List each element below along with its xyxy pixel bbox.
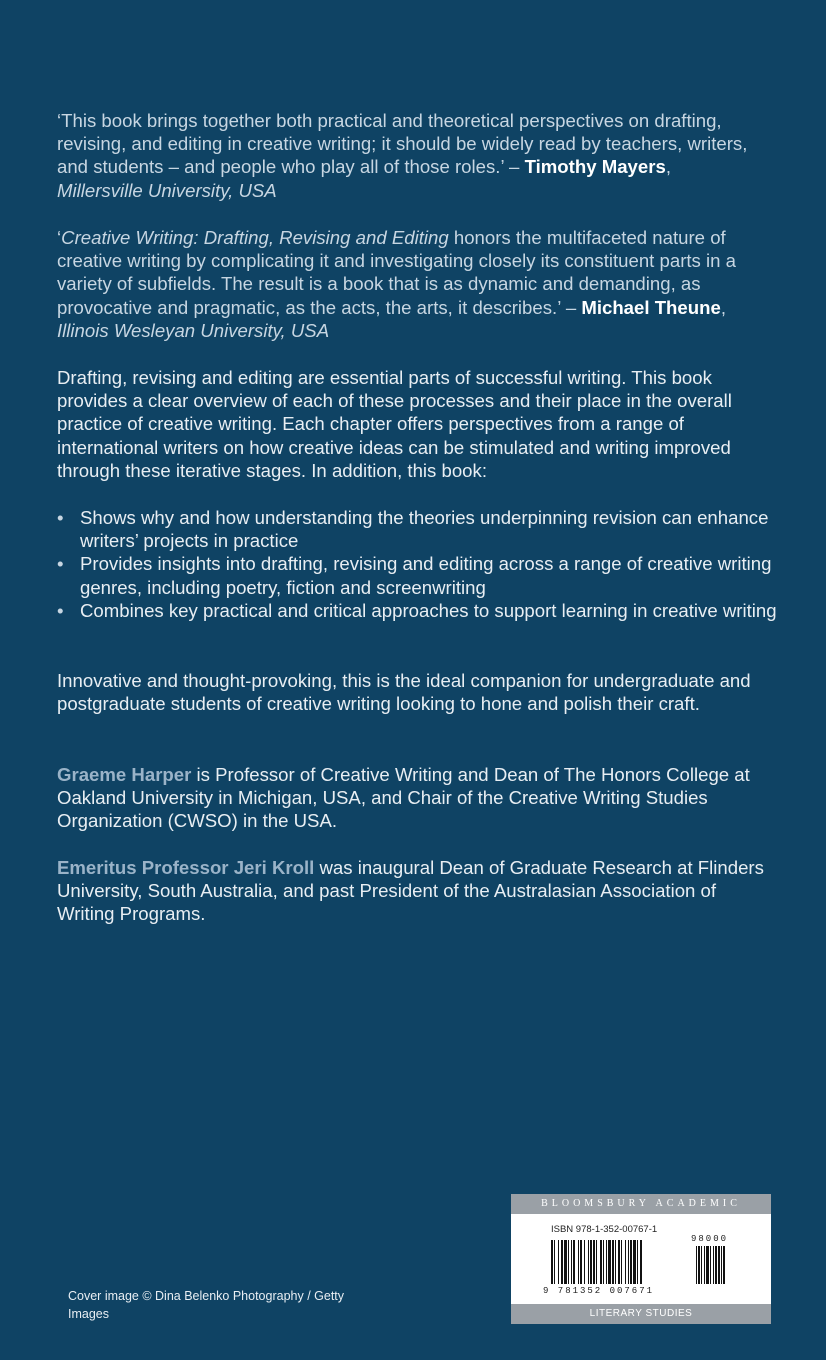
barcode-bar <box>630 1240 632 1284</box>
barcode-bar <box>580 1240 582 1284</box>
barcode-addon-bar <box>698 1246 700 1284</box>
barcode-addon-bar <box>710 1246 711 1284</box>
author-bio-2 <box>57 856 777 926</box>
barcode-bar <box>573 1240 575 1284</box>
barcode-addon-bar <box>721 1246 722 1284</box>
barcode-bar <box>588 1240 589 1284</box>
barcode-bar <box>621 1240 622 1284</box>
barcode-bar <box>633 1240 636 1284</box>
barcode-bar <box>551 1240 553 1284</box>
barcode-icon <box>551 1240 741 1284</box>
feature-item-text: Shows why and how understanding the theories underpinning revision can enhance writers’ projects in practice <box>80 507 769 552</box>
feature-item <box>57 599 777 622</box>
quote-2-text: honors the multifaceted nature of creative writing by complicating it and investigating closely its constituent parts in a variety of subfields. The result is a book that is as dynamic and demanding, as provocative and pragmatic, as the acts, the arts, it describes.’ – <box>57 227 736 318</box>
barcode-addon-bar <box>718 1246 720 1284</box>
feature-item <box>57 506 777 552</box>
barcode-bar <box>568 1240 569 1284</box>
author-bio-1 <box>57 763 777 833</box>
barcode-addon-bar <box>723 1246 725 1284</box>
barcode-bar <box>612 1240 614 1284</box>
barcode-addon-bar <box>715 1246 717 1284</box>
barcode-bar <box>558 1240 559 1284</box>
quote-1-affiliation: Millersville University, USA <box>57 179 277 201</box>
barcode-bar <box>554 1240 555 1284</box>
barcode-addon-bar <box>696 1246 697 1284</box>
author-1-bio: is Professor of Creative Writing and Dean of The Honors College at Oakland University in Michigan, USA, and Chair of the Creative Writing Studies Organization (CWSO) in the USA. <box>57 764 750 832</box>
barcode-addon-bar <box>701 1246 702 1284</box>
bullet-icon: • <box>57 599 64 621</box>
barcode-bar <box>561 1240 563 1284</box>
barcode-bar <box>608 1240 611 1284</box>
barcode-addon-bar <box>704 1246 705 1284</box>
barcode-bar <box>625 1240 626 1284</box>
barcode-bar <box>590 1240 592 1284</box>
quote-2-affiliation: Illinois Wesleyan University, USA <box>57 319 330 341</box>
feature-item-text: Combines key practical and critical approaches to support learning in creative writing <box>80 599 777 621</box>
feature-list <box>57 506 777 622</box>
barcode-bar <box>564 1240 567 1284</box>
author-1-name: Graeme Harper <box>57 764 192 785</box>
description-intro: Drafting, revising and editing are essential parts of successful writing. This book provides a clear overview of each of these processes and their place in the overall practice of creative writing. Each chapter offers perspectives from a range of international writers on how creative ideas can be stimulated and writing improved through these iterative stages. In addition, this book: <box>57 367 732 481</box>
barcode-bar <box>584 1240 585 1284</box>
category-banner: LITERARY STUDIES <box>511 1304 771 1324</box>
cover-credit: Cover image © Dina Belenko Photography / Getty Images <box>68 1289 345 1321</box>
author-2-bio: was inaugural Dean of Graduate Research at Flinders University, South Australia, and past President of the Australasian Association of Writing Programs. <box>57 857 764 925</box>
barcode-bar <box>637 1240 638 1284</box>
barcode-bar <box>615 1240 616 1284</box>
quote-2-author: Michael Theune <box>581 296 721 318</box>
barcode-panel <box>511 1194 771 1324</box>
bullet-icon: • <box>57 553 64 575</box>
review-quote-1: ‘This book brings together both practical and theoretical perspectives on drafting, revising, and editing in creative writing; it should be widely read by teachers, writers, and students – and people who play all of those roles.’ – Timothy Mayers, Millersville University, USA <box>57 110 748 201</box>
barcode-bar <box>596 1240 597 1284</box>
barcode-bar <box>640 1240 642 1284</box>
barcode-digits: 9 781352 007671 <box>543 1286 655 1296</box>
barcode-addon-bar <box>713 1246 714 1284</box>
barcode-bar <box>600 1240 602 1284</box>
barcode-bar <box>628 1240 629 1284</box>
publisher-banner: BLOOMSBURY ACADEMIC <box>511 1194 771 1214</box>
isbn-label: ISBN 978-1-352-00767-1 <box>551 1224 658 1235</box>
barcode-bar <box>603 1240 604 1284</box>
bullet-icon: • <box>57 507 64 528</box>
quote-2-open-mark: ‘ <box>57 227 62 248</box>
barcode-addon-bar <box>706 1246 709 1284</box>
quote-1-text: ‘This book brings together both practical and theoretical perspectives on drafting, revising, and editing in creative writing; it should be widely read by teachers, writers, and students – and people who play all of those roles.’ – <box>57 110 748 178</box>
quote-2-book-title: Creative Writing: Drafting, Revising and Editing <box>61 227 449 248</box>
feature-item <box>57 552 777 598</box>
barcode-bar <box>606 1240 607 1284</box>
barcode-bar <box>593 1240 595 1284</box>
review-quote-2: ‘Creative Writing: Drafting, Revising and Editing honors the multifaceted nature of creative writing by complicating it and investigating closely its constituent parts in a variety of subfields. The result is a book that is as dynamic and demanding, as provocative and pragmatic, as the acts, the arts, it describes.’ – Michael Theune, Illinois Wesleyan University, USA <box>57 227 736 341</box>
barcode-bar <box>571 1240 572 1284</box>
quote-1-author: Timothy Mayers <box>524 156 666 178</box>
description-closing: Innovative and thought-provoking, this is the ideal companion for undergraduate and postgraduate students of creative writing looking to hone and polish their craft. <box>57 670 751 715</box>
barcode-bar <box>578 1240 579 1284</box>
author-2-name: Emeritus Professor Jeri Kroll <box>57 857 315 878</box>
feature-item-text: Provides insights into drafting, revising and editing across a range of creative writing genres, including poetry, fiction and screenwriting <box>80 553 772 598</box>
barcode-bar <box>618 1240 620 1284</box>
price-code: 98000 <box>691 1234 729 1244</box>
